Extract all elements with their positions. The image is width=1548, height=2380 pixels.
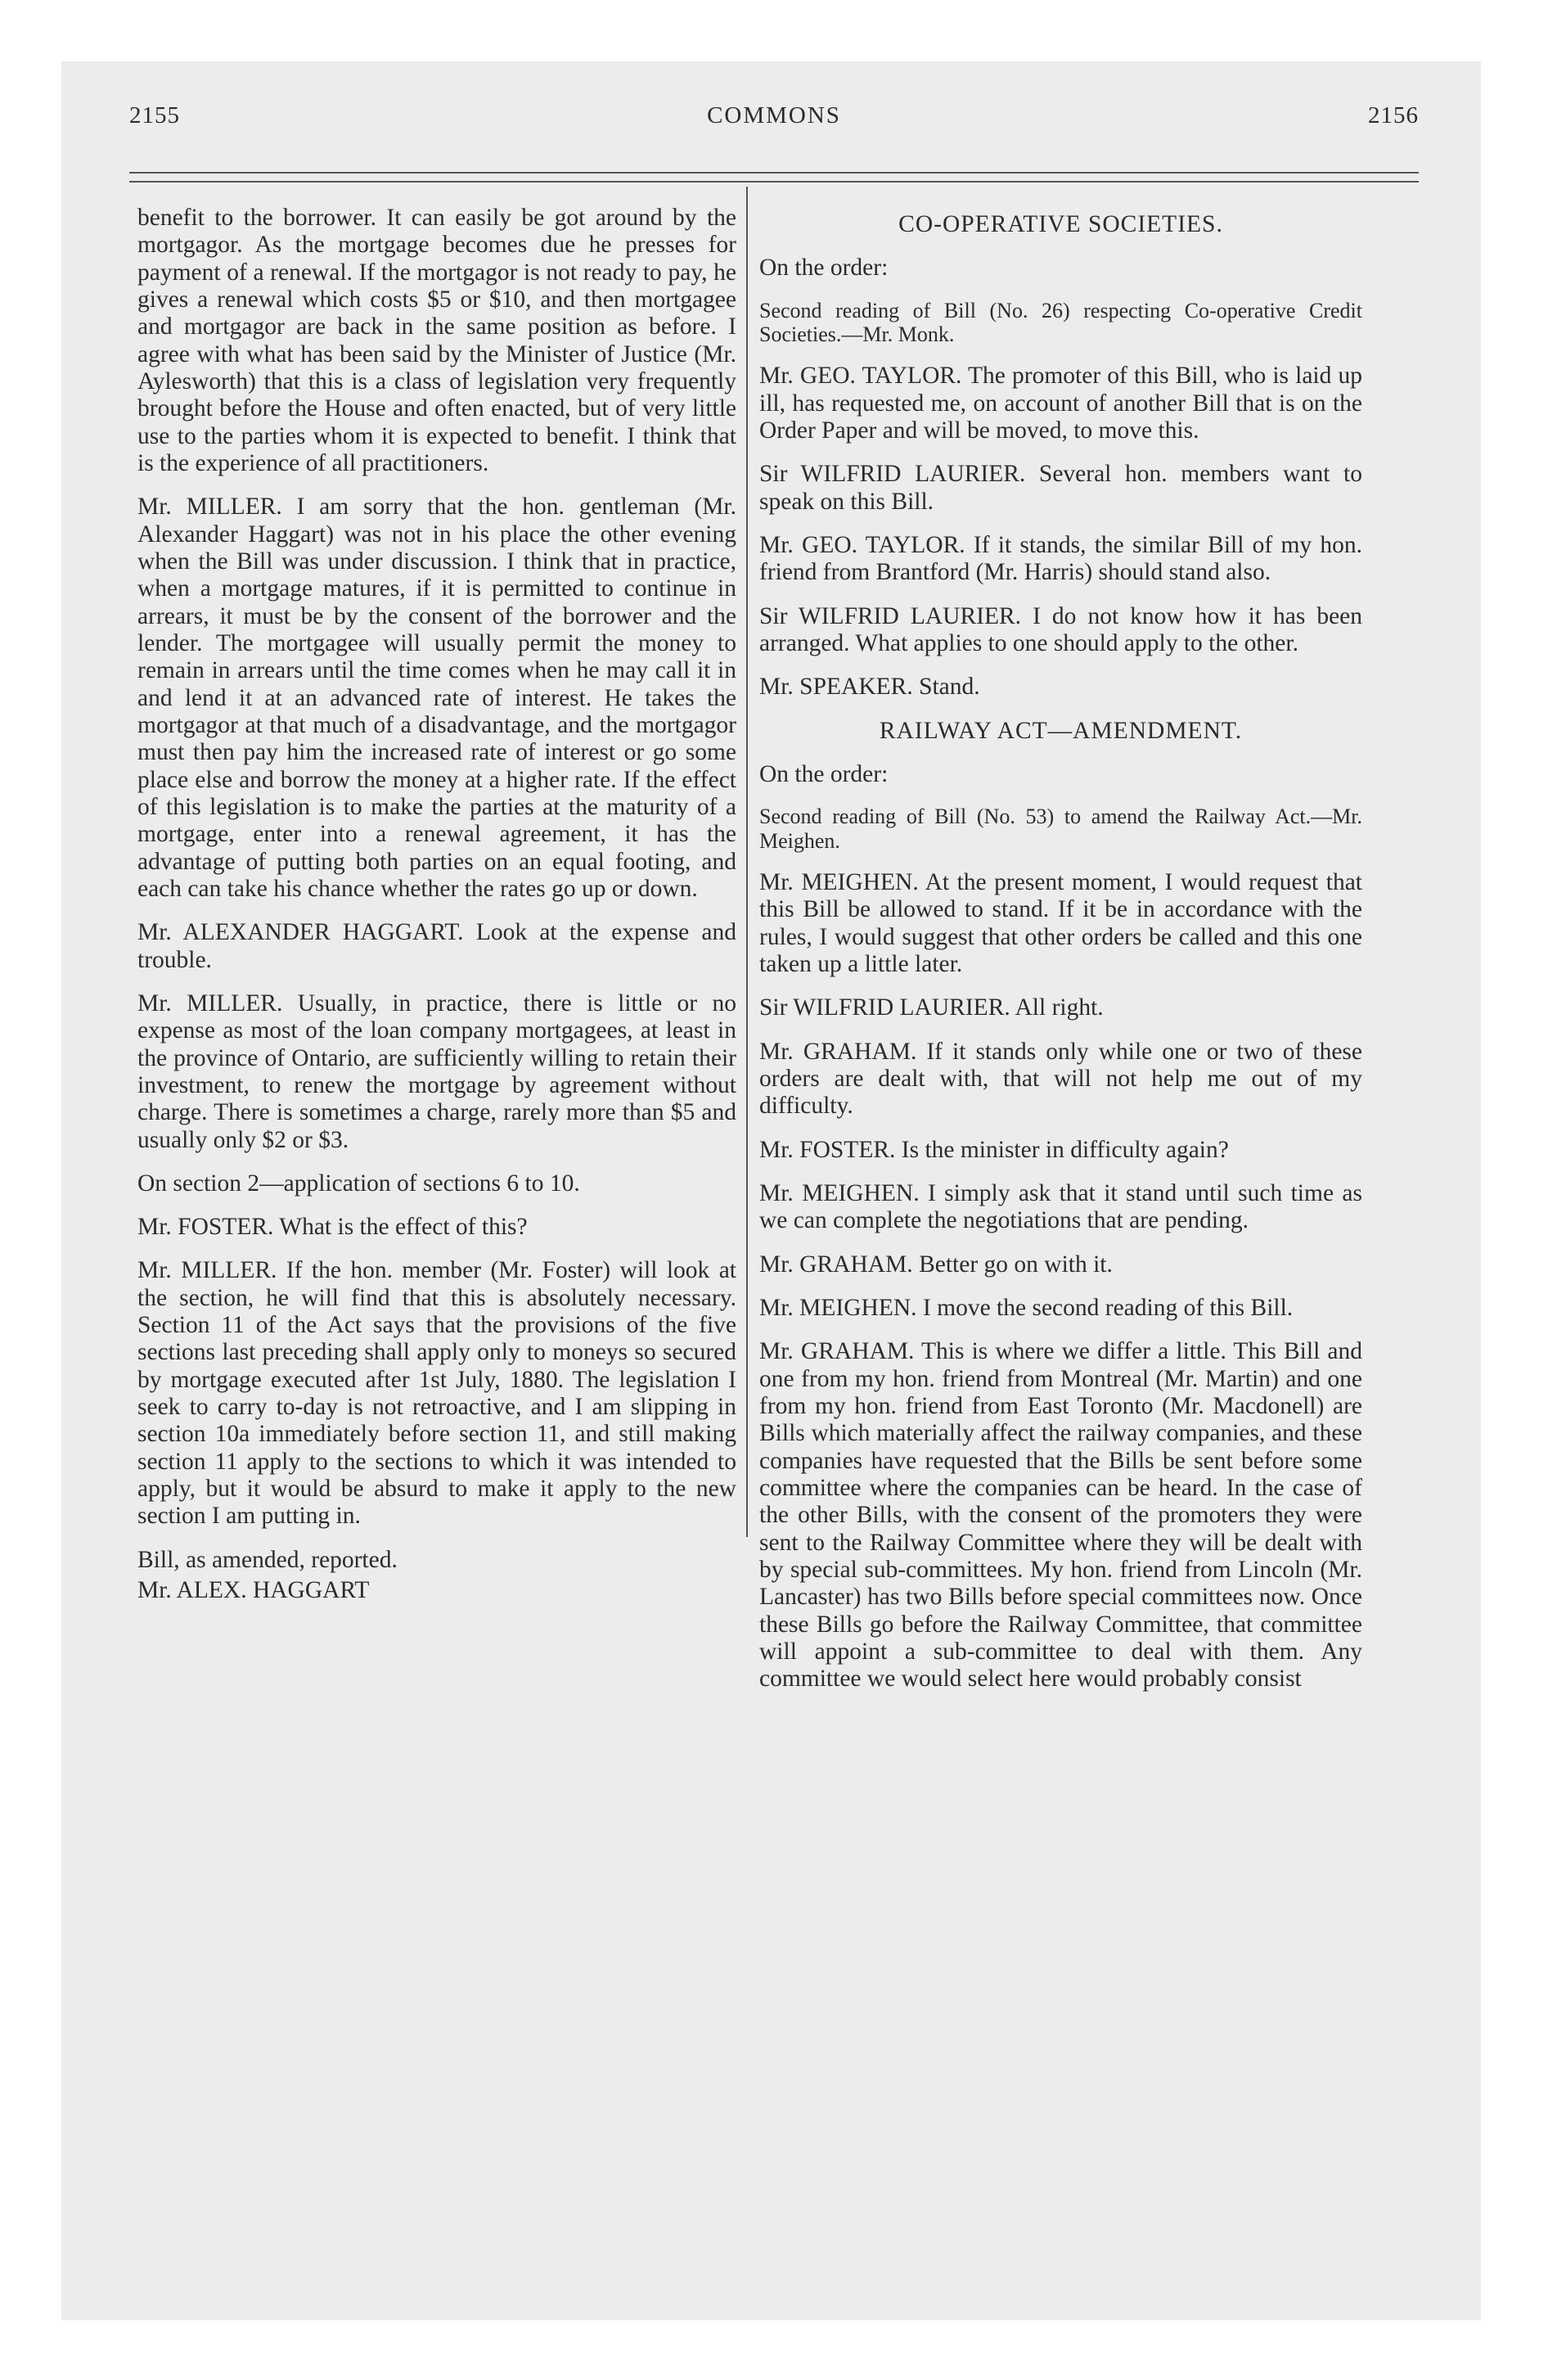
paragraph xyxy=(137,919,736,974)
order-description: Second reading of Bill (No. 53) to amend the Railway Act.—Mr. Meighen. xyxy=(759,805,1362,853)
left-column xyxy=(137,205,736,1620)
speaker-name: Mr. FOSTER. xyxy=(137,1214,274,1241)
speech-text: Better go on with it. xyxy=(919,1251,1113,1278)
speech-text: All right. xyxy=(1015,994,1104,1021)
speaker-name: Mr. ALEXANDER HAGGART. xyxy=(137,919,464,946)
page-number-right: 2156 xyxy=(1368,102,1419,128)
speech-text: What is the effect of this? xyxy=(279,1214,528,1241)
paragraph xyxy=(759,1338,1362,1693)
speaker-name: Mr. SPEAKER. xyxy=(759,674,913,701)
paragraph xyxy=(759,532,1362,587)
speaker-name: Mr. MEIGHEN. xyxy=(759,1180,920,1207)
paragraph xyxy=(137,1214,736,1241)
speech-text: If it stands, the similar Bill of my hon. friend from Brantford (Mr. Harris) should stand also. xyxy=(759,532,1362,586)
speech-text: I simply ask that it stand until such time as we can complete the negotiations that are pending. xyxy=(759,1180,1363,1234)
paragraph xyxy=(137,494,736,903)
speech-text: At the present moment, I would request that this Bill be allowed to stand. If it be in accordance with the rules, I would suggest that other orders be called and this one taken up a little later. xyxy=(759,869,1362,978)
speech-text: The promoter of this Bill, who is laid up ill, has requested me, on account of another Bill that is on the Order Paper and will be moved, to move this. xyxy=(759,363,1362,444)
speaker-name: Mr. GRAHAM. xyxy=(759,1338,915,1365)
paragraph xyxy=(759,1039,1362,1120)
speech-text: If the hon. member (Mr. Foster) will look at the section, he will find that this is absolutely necessary. Section 11 of the Act says that the provisions of the five sections last preceding shall apply only to moneys so secured by mortgage executed after 1st July, 1880. The legislation I seek to carry to-day is not retroactive, and I am slipping in section 10a immediately before section 11, and still making section 11 apply to the sections to which it was intended to apply, but it would be absurd to make it apply to the new section I am putting in. xyxy=(137,1257,737,1530)
paragraph xyxy=(759,461,1362,516)
column-divider xyxy=(746,187,748,1537)
speaker-name: Mr. MILLER. xyxy=(137,989,283,1016)
speaker-name: Mr. FOSTER. xyxy=(759,1136,896,1163)
order-line: On the order: xyxy=(759,761,889,788)
speech-text: Look at the expense and trouble. xyxy=(137,919,737,973)
speaker-name: Mr. ALEX. HAGGART xyxy=(137,1577,370,1604)
order-description: Second reading of Bill (No. 26) respecting Co-operative Credit Societies.—Mr. Monk. xyxy=(759,298,1362,347)
speech-text: Usually, in practice, there is little or no expense as most of the loan company mortgagees, at least in the province of Ontario, are sufficiently willing to retain their investment, to renew the mortgage by agreement without charge. There is sometimes a charge, rarely more than $5 and usually only $2 or $3. xyxy=(137,989,737,1153)
speech-text: This is where we differ a little. This Bill and one from my hon. friend from Montreal (Mr. Martin) and one from my hon. friend from East Toronto (Mr. Macdonell) are Bills which materially affect the railway companies, and these companies have requested that the Bills be sent before some committee where the companies can be heard. In the case of the other Bills, with the consent of the promoters they were sent to the Railway Committee where they will be dealt with by special sub-committees. My hon. friend from Lincoln (Mr. Lancaster) has two Bills before special committees now. Once these Bills go before the Railway Committee, that committee will appoint a sub-committee to deal with them. Any committee we would select here would probably consist xyxy=(759,1338,1362,1693)
speaker-name: Mr. GEO. TAYLOR. xyxy=(759,532,965,559)
speech-text: I am sorry that the hon. gentleman (Mr. Alexander Haggart) was not in his place the other evening when the Bill was under discussion. I think that in practice, when a mortgage matures, if it is permitted to continue in arrears, it must be by the consent of the borrower and the lender. The mortgagee will usually permit the money to remain in arrears until the time comes when he may call it in and lend it at an advanced rate of interest. He takes the mortgagor at that much of a disadvantage, and the mortgagor must then pay him the increased rate of interest or go some place else and borrow the money at a higher rate. If the effect of this legislation is to make the parties at the maturity of a mortgage, enter into a renewal agreement, it has the advantage of putting both parties on an equal footing, and each can take his chance whether the rates go up or down. xyxy=(137,494,737,902)
paragraph xyxy=(759,1180,1362,1235)
speaker-name: Mr. GRAHAM. xyxy=(759,1251,913,1278)
paragraph xyxy=(137,1257,736,1530)
speaker-name: Sir WILFRID LAURIER. xyxy=(759,461,1026,488)
paragraph: benefit to the borrower. It can easily be got around by the mortgagor. As the mortgage becomes due he presses for payment of a renewal. If the mortgagor is not ready to pay, he gives a renewal which costs $5 or $10, and then mortgagee and mortgagor are back in the same position as before. I agree with what has been said by the Minister of Justice (Mr. Aylesworth) that this is a class of legislation very frequently brought before the House and often enacted, but of very little use to the parties whom it is expected to benefit. I think that is the experience of all practitioners. xyxy=(137,205,736,476)
speaker-name: Mr. GRAHAM. xyxy=(759,1038,917,1065)
paragraph xyxy=(759,1137,1362,1164)
speaker-name: Sir WILFRID LAURIER. xyxy=(759,994,1010,1021)
speaker-name: Mr. MEIGHEN. xyxy=(759,869,919,896)
paragraph xyxy=(759,363,1362,444)
page-header xyxy=(129,102,1419,135)
paragraph: On section 2—application of sections 6 to 10. xyxy=(137,1170,580,1197)
speech-text: Is the minister in difficulty again? xyxy=(901,1136,1229,1163)
speech-text: Several hon. members want to speak on this Bill. xyxy=(759,461,1362,515)
section-heading: RAILWAY ACT—AMENDMENT. xyxy=(879,717,1243,744)
speaker-name: Mr. MILLER. xyxy=(137,494,282,521)
paragraph xyxy=(759,1251,1362,1278)
speech-text: Stand. xyxy=(919,674,980,701)
paragraph xyxy=(759,674,1362,701)
running-head: COMMONS xyxy=(707,102,841,128)
speaker-name: Sir WILFRID LAURIER. xyxy=(759,602,1022,629)
order-line: On the order: xyxy=(759,255,889,282)
speaker-name: Mr. MILLER. xyxy=(137,1257,277,1284)
section-heading: CO-OPERATIVE SOCIETIES. xyxy=(898,211,1223,237)
right-column xyxy=(759,205,1362,1710)
speaker-name: Mr. MEIGHEN. xyxy=(759,1295,917,1322)
paragraph xyxy=(759,1295,1362,1322)
paragraph xyxy=(759,994,1362,1021)
page-number-left: 2155 xyxy=(129,102,180,128)
paragraph: Bill, as amended, reported. xyxy=(137,1546,398,1573)
paragraph xyxy=(759,603,1362,658)
speech-text: If it stands only while one or two of these orders are dealt with, that will not help me out of my difficulty. xyxy=(759,1038,1362,1120)
speech-text: I do not know how it has been arranged. What applies to one should apply to the other. xyxy=(759,602,1363,657)
header-double-rule xyxy=(129,172,1419,183)
speaker-name: Mr. GEO. TAYLOR. xyxy=(759,363,962,390)
paragraph xyxy=(759,869,1362,978)
paragraph xyxy=(137,990,736,1154)
speech-text: I move the second reading of this Bill. xyxy=(922,1295,1294,1322)
